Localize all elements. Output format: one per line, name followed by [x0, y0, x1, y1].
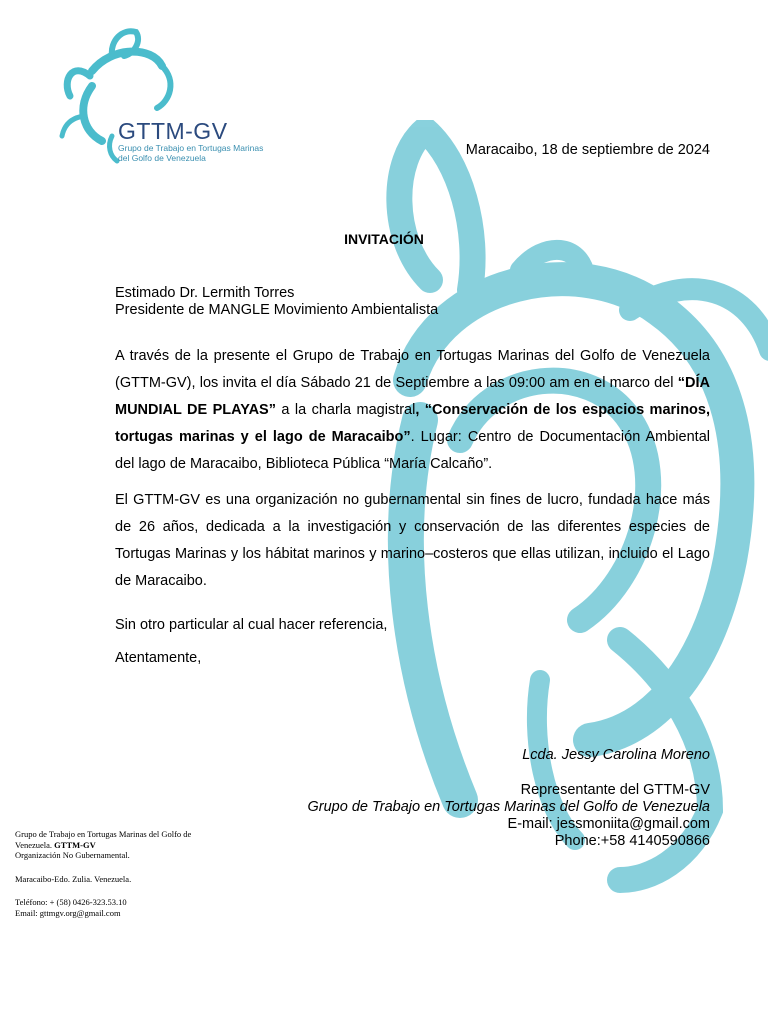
recipient-block [115, 285, 438, 319]
paragraph-invitation [115, 343, 710, 478]
p1-event-name: “DÍA MUNDIAL DE PLAYAS” [115, 375, 710, 418]
footer-acronym: GTTM-GV [54, 839, 96, 850]
footer-contact [15, 829, 205, 918]
footer-phone: Teléfono: + (58) 0426-323.53.10 [15, 897, 127, 907]
paragraph-regards: Atentamente, [115, 650, 202, 666]
footer-email: Email: gttmgv.org@gmail.com [15, 907, 121, 918]
p1-talk-title: , “Conservación de los espacios marinos, tortugas marinas y el lago de Maracaibo” [115, 402, 710, 445]
footer-org [15, 829, 205, 850]
logo-subtitle-line1: Grupo de Trabajo en Tortugas Marinas [118, 143, 264, 153]
signature-email: E-mail: jessmoniita@gmail.com [507, 816, 710, 832]
letter-title: INVITACIÓN [344, 231, 424, 247]
logo-subtitle [118, 143, 268, 163]
p1-text-a: A través de la presente el Grupo de Trabajo en Tortugas Marinas del Golfo de Venezuela (GTTM-GV), los invita el día Sábado 21 de Septiembre a las 09:00 am en el marco del [115, 348, 710, 391]
footer-line2: Organización No Gubernamental. [15, 850, 130, 860]
letter-date: Maracaibo, 18 de septiembre de 2024 [465, 142, 710, 158]
footer-line3: Maracaibo-Edo. Zulia. Venezuela. [15, 873, 132, 884]
recipient-name: Estimado Dr. Lermith Torres [115, 285, 295, 301]
p1-text-c: a la charla magistral [275, 402, 416, 418]
recipient-title: Presidente de MANGLE Movimiento Ambientalista [115, 302, 439, 318]
logo-subtitle-line2: del Golfo de Venezuela [118, 153, 206, 163]
signature-role: Representante del GTTM-GV [520, 782, 710, 798]
signature-name: Lcda. Jessy Carolina Moreno [522, 747, 710, 763]
footer-line1: Grupo de Trabajo en Tortugas Marinas del Golfo de Venezuela. [15, 829, 192, 850]
logo-title: GTTM-GV [118, 118, 228, 144]
paragraph-closing: Sin otro particular al cual hacer referencia, [115, 617, 388, 633]
signature-org: Grupo de Trabajo en Tortugas Marinas del Golfo de Venezuela [307, 799, 710, 815]
signature-block [308, 782, 711, 850]
paragraph-organization: El GTTM-GV es una organización no gubernamental sin fines de lucro, fundada hace más de 26 años, dedicada a la investigación y conservación de las diferentes especies de Tortugas Marinas y los hábitat marinos y marino–costeros que ellas utilizan, incluido el Lago de Maracaibo. [115, 492, 710, 589]
gttm-logo [52, 26, 282, 166]
p1-text-e: . Lugar: Centro de Documentación Ambiental del lago de Maracaibo, Biblioteca Pública “María Calcaño”. [115, 429, 710, 472]
signature-phone: Phone:+58 4140590866 [554, 833, 710, 849]
